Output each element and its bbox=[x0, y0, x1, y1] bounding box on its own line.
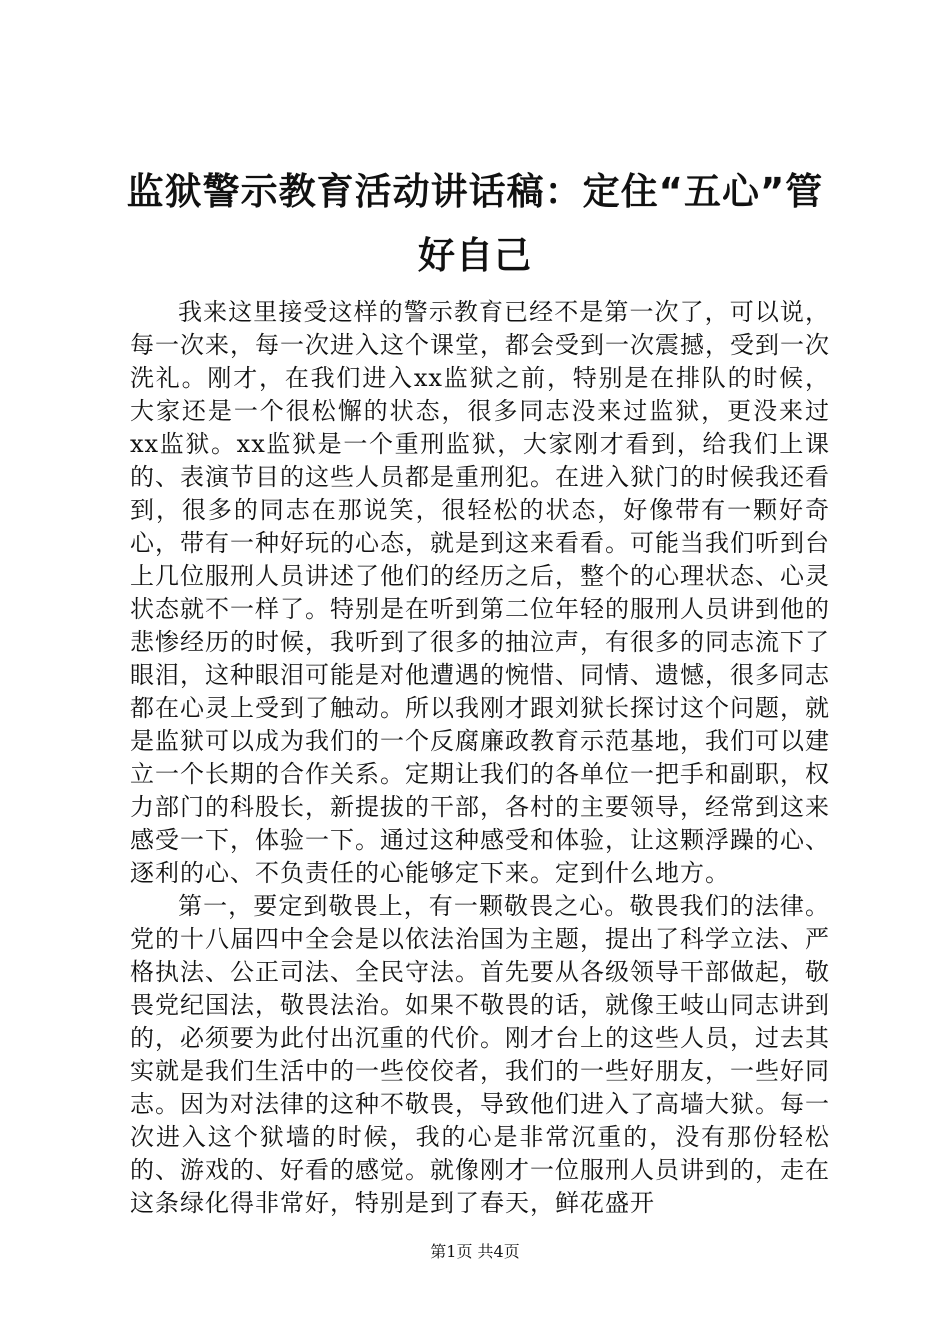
paragraph-1: 我来这里接受这样的警示教育已经不是第一次了，可以说，每一次来，每一次进入这个课堂，都会受到一次震撼，受到一次洗礼。刚才，在我们进入xx监狱之前，特别是在排队的时候，大家还是一个很松懈的状态，很多同志没来过监狱，更没来过xx监狱。xx监狱是一个重刑监狱，大家刚才看到，给我们上课的、表演节目的这些人员都是重刑犯。在进入狱门的时候我还看到，很多的同志在那说笑，很轻松的状态，好像带有一颗好奇心，带有一种好玩的心态，就是到这来看看。可能当我们听到台上几位服刑人员讲述了他们的经历之后，整个的心理状态、心灵状态就不一样了。特别是在听到第二位年轻的服刑人员讲到他的悲惨经历的时候，我听到了很多的抽泣声，有很多的同志流下了眼泪，这种眼泪可能是对他遭遇的惋惜、同情、遗憾，很多同志都在心灵上受到了触动。所以我刚才跟刘狱长探讨这个问题，就是监狱可以成为我们的一个反腐廉政教育示范基地，我们可以建立一个长期的合作关系。定期让我们的各单位一把手和副职，权力部门的科股长，新提拔的干部，各村的主要领导，经常到这来感受一下，体验一下。通过这种感受和体验，让这颗浮躁的心、逐利的心、不负责任的心能够定下来。定到什么地方。 bbox=[130, 298, 830, 887]
page-footer: 第1页 共4页 bbox=[430, 1242, 520, 1261]
document-body bbox=[130, 296, 830, 1220]
paragraph-2: 第一，要定到敬畏上，有一颗敬畏之心。敬畏我们的法律。党的十八届四中全会是以依法治国为主题，提出了科学立法、严格执法、公正司法、全民守法。首先要从各级领导干部做起，敬畏党纪国法，敬畏法治。如果不敬畏的话，就像王岐山同志讲到的，必须要为此付出沉重的代价。刚才台上的这些人员，过去其实就是我们生活中的一些佼佼者，我们的一些好朋友，一些好同志。因为对法律的这种不敬畏，导致他们进入了高墙大狱。每一次进入这个狱墙的时候，我的心是非常沉重的，没有那份轻松的、游戏的、好看的感觉。就像刚才一位服刑人员讲到的，走在这条绿化得非常好，特别是到了春天，鲜花盛开 bbox=[130, 892, 830, 1217]
document-title: 监狱警示教育活动讲话稿：定住“五心”管好自己 bbox=[126, 170, 824, 277]
